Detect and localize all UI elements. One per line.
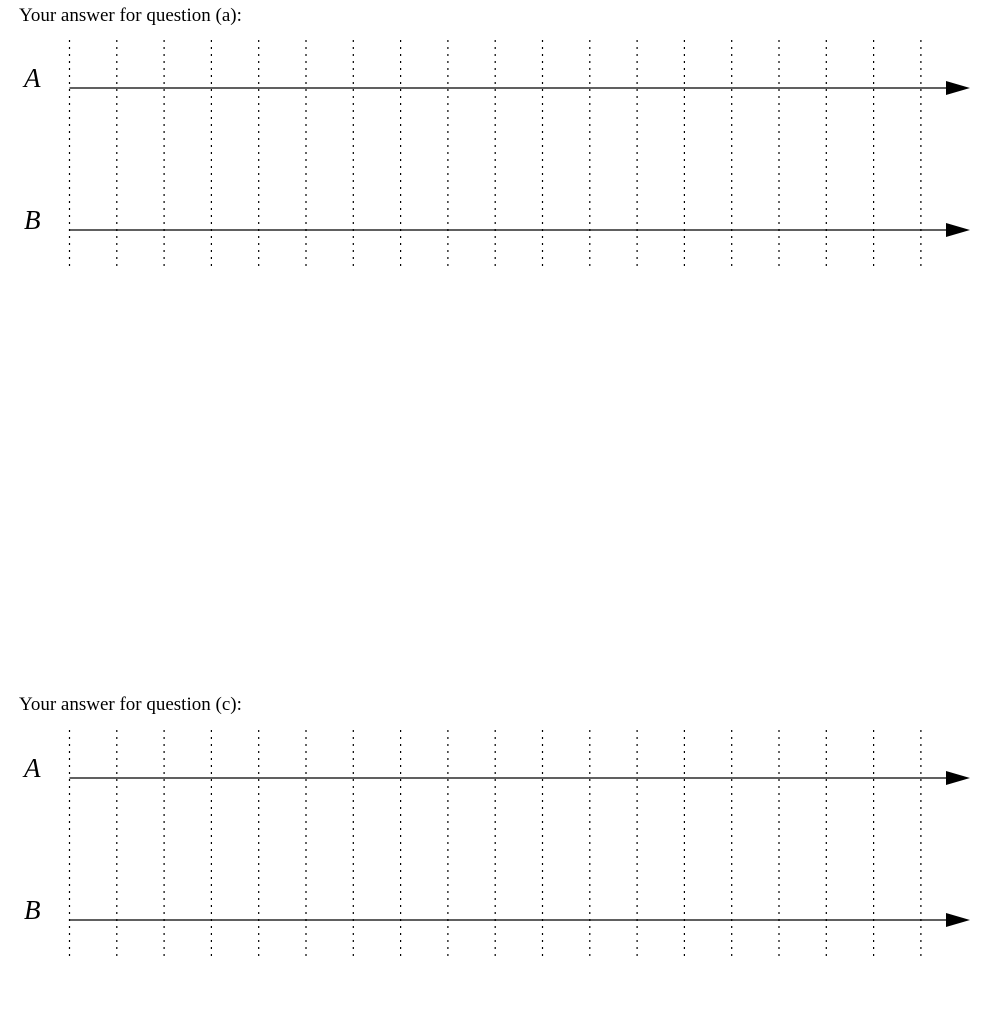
timeline-grid bbox=[0, 35, 990, 275]
arrow-head-icon bbox=[946, 223, 970, 237]
timeline-label: A bbox=[24, 63, 41, 93]
timeline-grid bbox=[0, 725, 990, 965]
timeline-label: B bbox=[24, 205, 41, 235]
timeline-label: A bbox=[24, 753, 41, 783]
timeline-B bbox=[24, 205, 970, 237]
arrow-head-icon bbox=[946, 771, 970, 785]
question-prompt: Your answer for question (a): bbox=[19, 5, 242, 26]
dotted-gridlines bbox=[70, 40, 921, 270]
arrow-head-icon bbox=[946, 913, 970, 927]
timeline-B bbox=[24, 895, 970, 927]
arrow-head-icon bbox=[946, 81, 970, 95]
question-prompt: Your answer for question (c): bbox=[19, 694, 242, 715]
dotted-gridlines bbox=[70, 730, 921, 960]
timeline-label: B bbox=[24, 895, 41, 925]
